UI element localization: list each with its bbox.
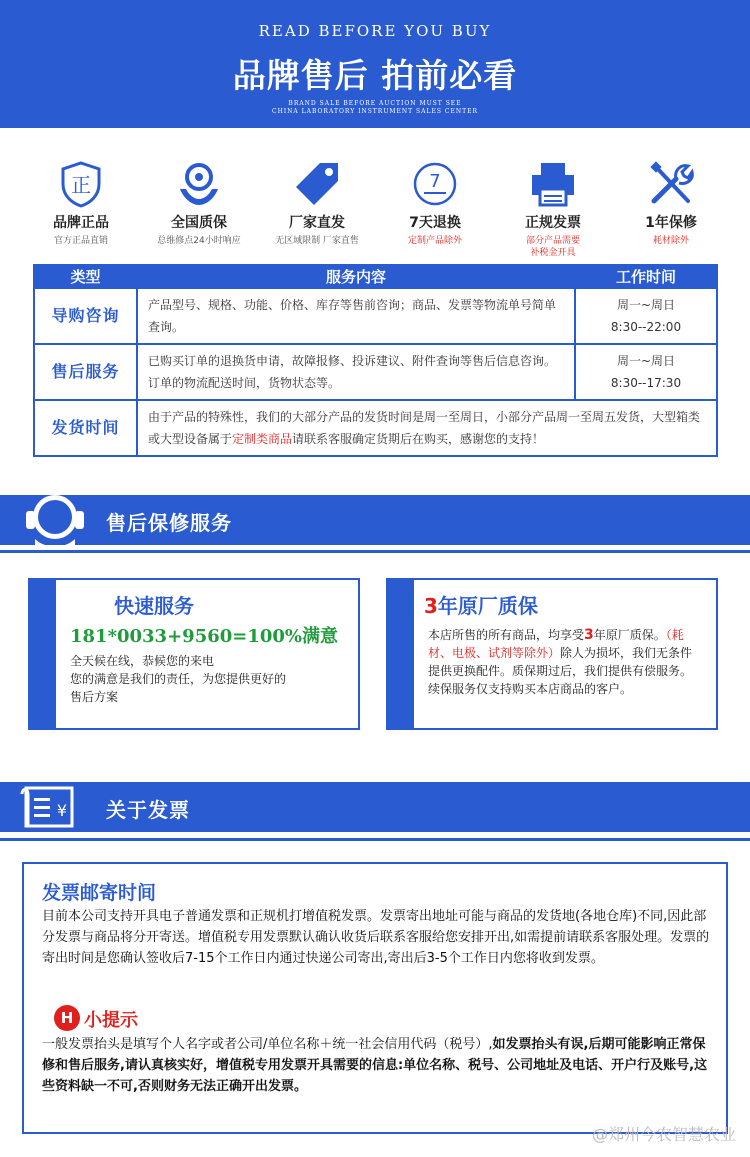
row-time-days: 周一~周日 xyxy=(616,298,676,312)
row-content: 产品型号、规格、功能、价格、库存等售前咨询；商品、发票等物流单号简单查询。 xyxy=(137,288,575,344)
invoice-banner xyxy=(0,782,750,832)
invoice-box xyxy=(22,862,728,1134)
fast-service-line: 售后方案 xyxy=(70,690,119,704)
shipping-text-1: 由于产品的特殊性，我们的大部分产品的发货时间是周一至周日，小部分产品周一至周五发货，大型箱类或大型设备属于 xyxy=(148,410,701,446)
warranty-title xyxy=(424,590,538,619)
warranty-text-2: 年原厂质保。 xyxy=(593,628,666,642)
row-content: 已购买订单的退换货申请，故障报修、投诉建议、附件查询等售后信息咨询。订单的物流配送时间，货物状态等。 xyxy=(137,344,575,400)
warranty-exclusions: （耗材、电极、试剂等除外） xyxy=(428,628,684,660)
row-time-days: 周一~周日 xyxy=(616,354,676,368)
tip-title: 小提示 xyxy=(84,1010,138,1031)
fast-service-box xyxy=(28,578,360,730)
table-header-time: 工作时间 xyxy=(575,265,717,288)
feature-return xyxy=(376,158,494,247)
divider xyxy=(0,550,750,553)
feature-invoice xyxy=(494,158,612,259)
shipping-highlight: 定制类商品 xyxy=(232,432,293,446)
service-phone: 181*0033+9560=100%满意 xyxy=(70,626,339,647)
header-subtitle-line-1: BRAND SALE BEFORE AUCTION MUST SEE xyxy=(288,100,462,107)
table-row xyxy=(34,288,717,344)
row-type: 导购咨询 xyxy=(34,288,137,344)
row-time xyxy=(575,288,717,344)
feature-note: 无区域限制 厂家直售 xyxy=(275,236,359,246)
feature-note: 官方正品直销 xyxy=(53,236,108,246)
fast-service-title: 快速服务 xyxy=(114,594,194,618)
row-type: 售后服务 xyxy=(34,344,137,400)
header-subtitle-line-2: CHINA LABORATORY INSTRUMENT SALES CENTER xyxy=(271,108,479,115)
box-accent-bar xyxy=(30,580,56,728)
feature-label: 全国质保 xyxy=(171,215,227,231)
fast-service-text xyxy=(70,652,355,706)
row-type: 发货时间 xyxy=(34,400,137,456)
row-time-hours: 8:30--17:30 xyxy=(610,376,682,390)
table-header-row xyxy=(34,265,717,288)
shield-icon xyxy=(22,158,140,210)
table-header-content: 服务内容 xyxy=(137,265,575,288)
invoice-title: 发票邮寄时间 xyxy=(42,882,157,904)
warranty-years: 3 xyxy=(424,594,438,618)
service-hand-icon xyxy=(140,158,258,210)
invoice-banner-title: 关于发票 xyxy=(106,798,190,822)
table-header-type: 类型 xyxy=(34,265,137,288)
header-subtitle xyxy=(0,100,750,116)
table-row-shipping xyxy=(34,400,717,456)
feature-label: 厂家直发 xyxy=(289,215,345,231)
row-content xyxy=(137,400,717,456)
row-time xyxy=(575,344,717,400)
printer-icon xyxy=(494,158,612,210)
invoice-text: 目前本公司支持开具电子普通发票和正规机打增值税发票。发票寄出地址可能与商品的发货地(各地仓库)不同,因此部分发票与商品将分开寄送。增值税专用发票默认确认收货后联系客服给您安排开出,如需提前请联系客服处理。发票的寄出时间是您确认签收后7-15个工作日内通过快递公司寄出,寄出后3-5个工作日内您将收到发票。 xyxy=(42,909,710,966)
seven-days-icon xyxy=(376,158,494,210)
tools-icon xyxy=(612,158,730,210)
table-row xyxy=(34,344,717,400)
row-time-hours: 8:30--22:00 xyxy=(610,320,682,334)
fast-service-line: 您的满意是我们的责任，为您提供更好的 xyxy=(70,672,287,686)
warranty-text xyxy=(428,626,698,698)
box-accent-bar xyxy=(388,580,414,728)
feature-genuine xyxy=(22,158,140,247)
feature-direct xyxy=(258,158,376,247)
warranty-text-num: 3 xyxy=(584,627,594,643)
feature-note: 定制产品除外 xyxy=(407,236,462,246)
tip-text-normal: 一般发票抬头是填写个人名字或者公司/单位名称＋统一社会信用代码（税号）, xyxy=(42,1037,493,1052)
svg-text:¥: ¥ xyxy=(56,801,68,820)
feature-icons-row xyxy=(22,158,728,258)
warranty-text-1: 本店所售的所有商品，均享受 xyxy=(428,628,585,642)
feature-label: 品牌正品 xyxy=(53,215,109,231)
warranty-box xyxy=(386,578,718,730)
watermark: @郑州今农智慧农业 xyxy=(591,1125,736,1144)
svg-text:7: 7 xyxy=(429,171,441,192)
feature-repair xyxy=(612,158,730,247)
feature-note: 总维修点24小时响应 xyxy=(157,236,241,246)
divider xyxy=(0,838,750,841)
feature-label: 正规发票 xyxy=(525,215,581,231)
invoice-icon xyxy=(20,784,90,830)
header-banner xyxy=(0,0,750,128)
fast-service-line: 全天候在线，恭候您的来电 xyxy=(70,654,215,668)
shipping-text-2: 请联系客服确定货期后在购买，感谢您的支持！ xyxy=(292,432,545,446)
headset-icon xyxy=(20,489,90,551)
warranty-title-text: 年原厂质保 xyxy=(437,594,538,618)
tag-icon xyxy=(258,158,376,210)
service-table xyxy=(33,264,718,457)
feature-note: 部分产品需要 xyxy=(525,236,580,246)
feature-note-2: 补税金开具 xyxy=(530,248,576,258)
feature-warranty xyxy=(140,158,258,247)
tip-text xyxy=(42,1034,710,1097)
page-title: 品牌售后 拍前必看 xyxy=(232,56,518,95)
tip-text-bold: 如发票抬头有误,后期可能影响正常保修和售后服务,请认真核实好，增值税专用发票开具需要的信息:单位名称、税号、公司地址及电话、开户行及账号,这些资料缺一不可,否则财务无法正确开出发票。 xyxy=(42,1037,708,1094)
feature-note: 耗材除外 xyxy=(652,236,689,246)
tip-badge-icon: H xyxy=(54,1005,80,1031)
header-english-title: READ BEFORE YOU BUY xyxy=(258,22,492,40)
after-sales-title: 售后保修服务 xyxy=(106,511,232,535)
warranty-text-3: 除人为损坏，我们无条件提供更换配件。质保期过后，我们提供有偿服务。续保服务仅支持购买本店商品的客户。 xyxy=(428,646,693,696)
feature-label: 1年保修 xyxy=(645,215,697,231)
svg-text:正: 正 xyxy=(71,173,91,197)
after-sales-banner xyxy=(0,495,750,545)
feature-label: 7天退换 xyxy=(409,215,461,231)
